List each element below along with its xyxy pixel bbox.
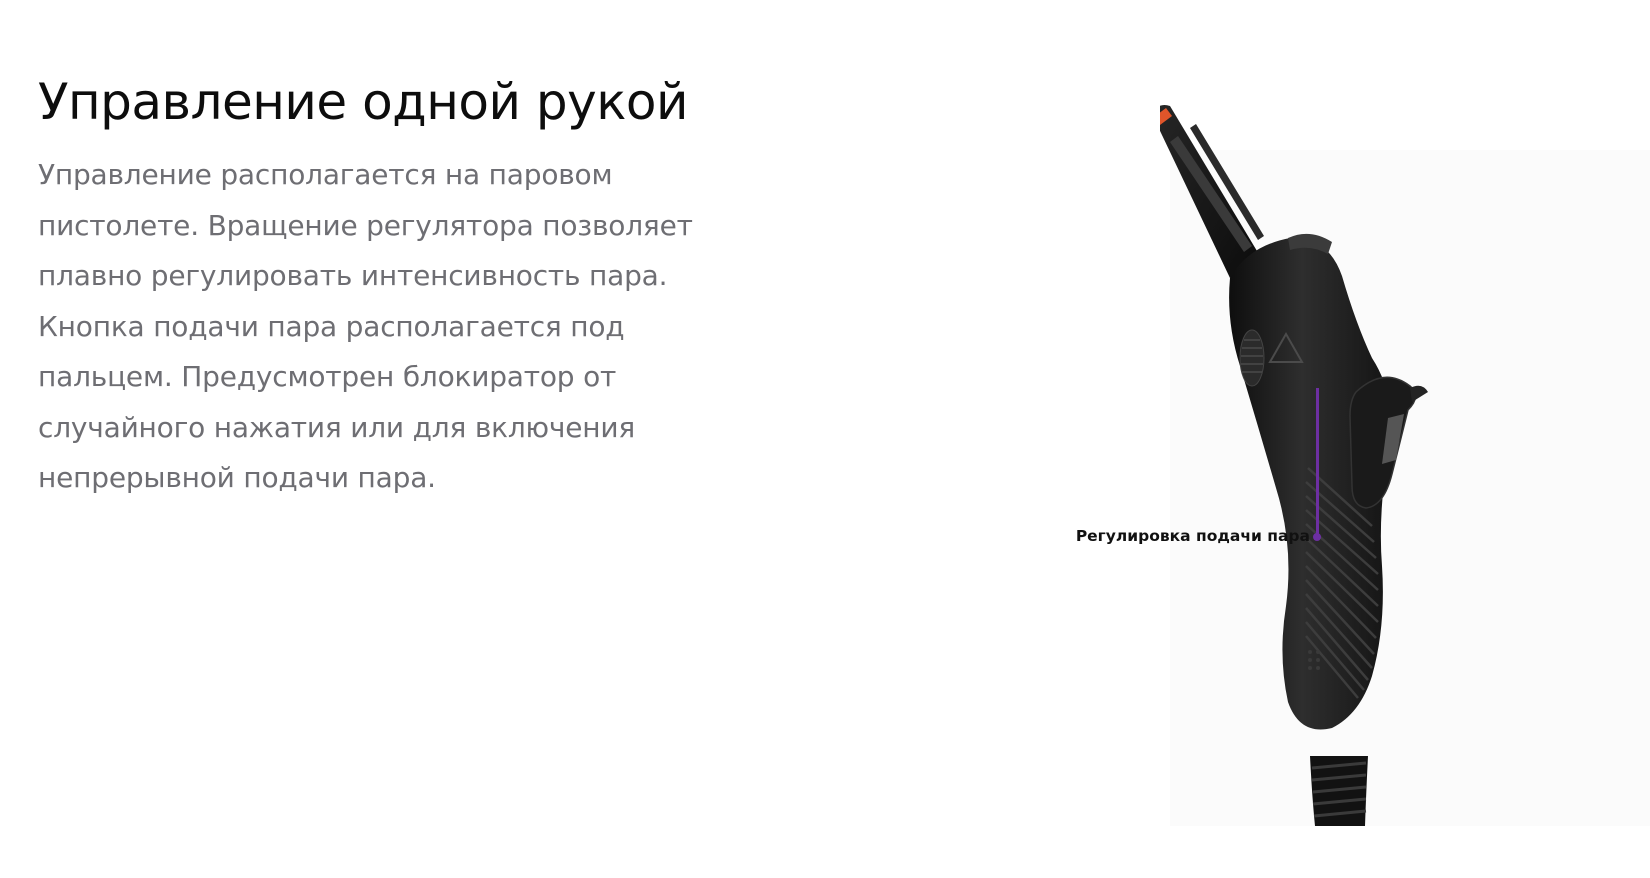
description-line: пальцем. Предусмотрен блокиратор от <box>38 360 617 393</box>
feature-description <box>38 150 798 504</box>
feature-text-block <box>38 62 798 504</box>
description-line: Кнопка подачи пара располагается под <box>38 309 625 343</box>
callout-label: Регулировка подачи пара <box>1075 527 1310 545</box>
description-line: пистолете. Вращение регулятора позволяет <box>38 208 693 242</box>
feature-headline: Управление одной рукой <box>38 73 689 131</box>
callout-dot <box>1313 533 1321 541</box>
description-line: плавно регулировать интенсивность пара. <box>38 259 668 292</box>
description-line: Управление располагается на паровом <box>38 158 613 191</box>
callout-line <box>1316 388 1319 536</box>
description-line: случайного нажатия или для включения <box>38 410 636 444</box>
description-line: непрерывной подачи пара. <box>38 461 436 494</box>
steam-gun-icon <box>1160 96 1630 826</box>
product-image <box>1160 96 1630 826</box>
regulator-wheel-shape <box>1240 330 1264 386</box>
trigger-lock-shape <box>1350 377 1416 508</box>
